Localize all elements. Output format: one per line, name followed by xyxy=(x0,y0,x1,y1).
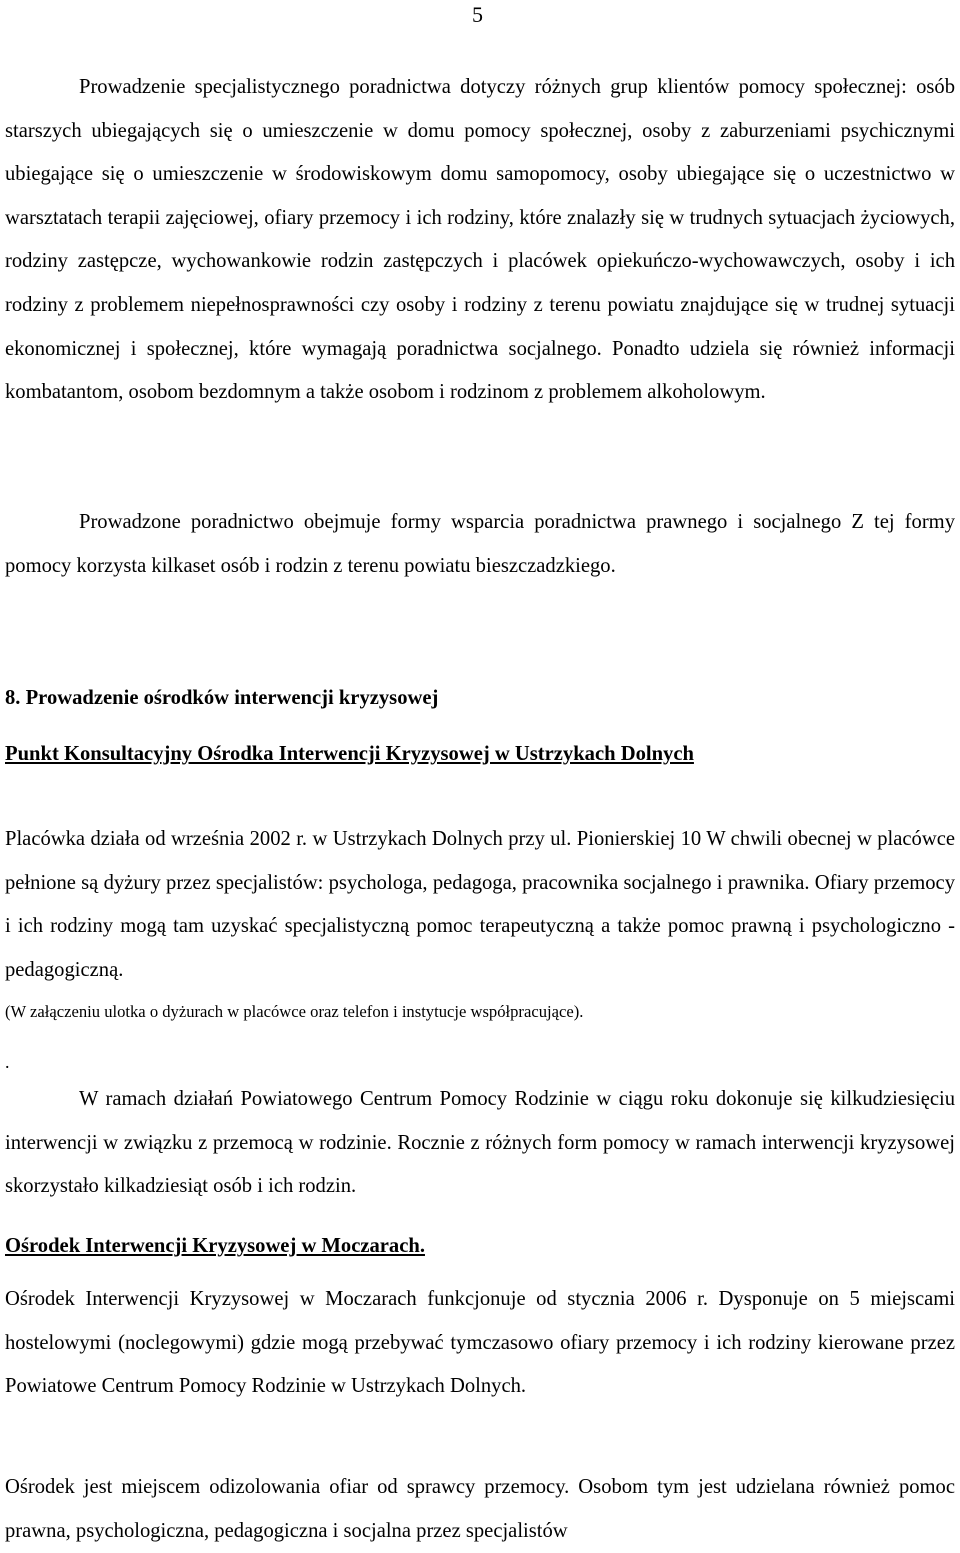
paragraph-consultation-point: Placówka działa od września 2002 r. w Ustrzykach Dolnych przy ul. Pionierskiej 10 W chwili obecnej w placówce pełnione są dyżury przez specjalistów: psychologa, pedagoga, pracownika socjalnego i prawnika. Ofiary przemocy i ich rodziny mogą tam uzyskać specjalistyczną pomoc terapeutyczną a także pomoc prawną i psychologiczno - pedagogiczną. xyxy=(5,828,955,981)
paragraph-interventions: W ramach działań Powiatowego Centrum Pomocy Rodzinie w ciągu roku dokonuje się kilkudziesięciu interwencji w związku z przemocą w rodzinie. Rocznie z różnych form pomocy w ramach interwencji kryzysowej skorzystało kilkadziesiąt osób i ich rodzin. xyxy=(5,1088,955,1198)
paragraph-isolation: Ośrodek jest miejscem odizolowania ofiar od sprawcy przemocy. Osobom tym jest udzielana również pomoc prawna, psychologiczna, pedagogiczna i socjalna przez specjalistów xyxy=(5,1476,955,1542)
paragraph-moczary-center: Ośrodek Interwencji Kryzysowej w Moczarach funkcjonuje od stycznia 2006 r. Dysponuje on 5 miejscami hostelowymi (noclegowymi) gdzie mogą przebywać tymczasowo ofiary przemocy i ich rodziny kierowane przez Powiatowe Centrum Pomocy Rodzinie w Ustrzykach Dolnych. xyxy=(5,1288,955,1398)
section-heading-crisis-intervention: 8. Prowadzenie ośrodków interwencji kryzysowej xyxy=(5,687,439,709)
attachment-note: (W załączeniu ulotka o dyżurach w placówce oraz telefon i instytucje współpracujące). xyxy=(5,1002,584,1021)
subheading-consultation-point: Punkt Konsultacyjny Ośrodka Interwencji Kryzysowej w Ustrzykach Dolnych xyxy=(5,743,694,765)
page-number: 5 xyxy=(472,2,483,27)
subheading-moczary-center: Ośrodek Interwencji Kryzysowej w Moczarach. xyxy=(5,1235,425,1257)
paragraph-counseling-groups: Prowadzenie specjalistycznego poradnictwa dotyczy różnych grup klientów pomocy społecznej: osób starszych ubiegających się o umieszczenie w domu pomocy społecznej, osoby z zaburzeniami psychicznymi ubiegające się o umieszczenie w środowiskowym domu samopomocy, osoby ubiegające się o uczestnictwo w warsztatach terapii zajęciowej, ofiary przemocy i ich rodziny, które znalazły się w trudnych sytuacjach życiowych, rodziny zastępcze, wychowankowie rodzin zastępczych i placówek opiekuńczo-wychowawczych, osoby i ich rodziny z problemem niepełnosprawności czy osoby i rodziny z terenu powiatu znajdujące się w trudnej sytuacji ekonomicznej i społecznej, które wymagają poradnictwa socjalnego. Ponadto udziela się również informacji kombatantom, osobom bezdomnym a także osobom i rodzinom z problemem alkoholowym. xyxy=(5,76,955,404)
paragraph-counseling-forms: Prowadzone poradnictwo obejmuje formy wsparcia poradnictwa prawnego i socjalnego Z tej formy pomocy korzysta kilkaset osób i rodzin z terenu powiatu bieszczadzkiego. xyxy=(5,511,955,577)
stray-dot: . xyxy=(5,1052,10,1072)
